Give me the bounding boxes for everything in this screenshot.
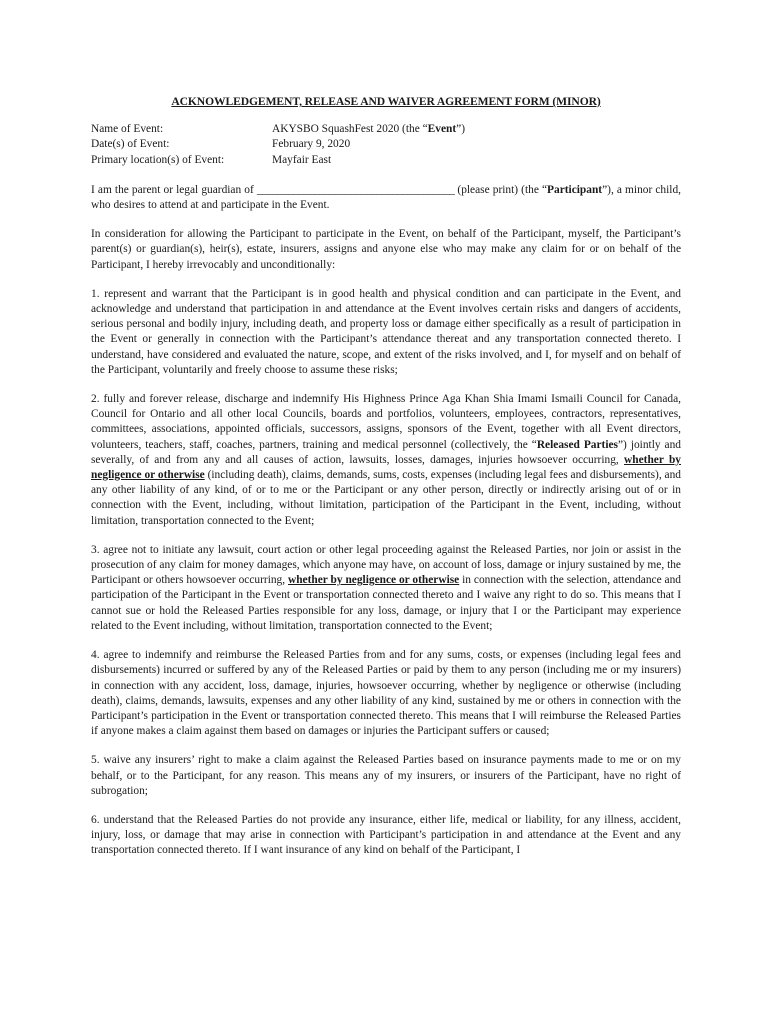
intro-paragraph [91, 183, 681, 213]
intro-text: (please print) (the “ [454, 183, 548, 196]
event-info-row [91, 122, 681, 137]
event-defined-term: Event [427, 123, 457, 136]
clause-3 [91, 543, 681, 634]
event-name-label: Name of Event: [91, 123, 164, 136]
document-page [91, 94, 681, 859]
clause-5: 5. waive any insurers’ right to make a claim against the Released Parties based on insurance payments made to me or on my behalf, or to the Participant, for any reason. This means any of my insurers, or insurers of the Participant, have no right of subrogation; [91, 754, 681, 797]
event-date-label: Date(s) of Event: [91, 138, 170, 151]
clause-text: 3. agree not to initiate any lawsuit, court action or other legal proceeding against the Released Parties, nor join or assist in the prosecution of any claim for money damages, which anyone may have, on account of loss, damage or injury sustained by me, the Participant or others howsoever occurring, [91, 543, 681, 587]
event-location-label: Primary location(s) of Event: [91, 153, 225, 166]
event-info-block [91, 122, 681, 168]
clause-text: 2. fully and forever release, discharge and indemnify His Highness Prince Aga Khan Shia Imami Ismaili Council for Canada, Council for Ontario and all other local Councils, boards and portfolios, volunteers, employees, contractors, representatives, committees, associations, appointed officials, successors, assigns, sponsors of the Event, together with all Event directors, volunteers, teachers, staff, coaches, partners, training and medical personnel (collectively, the “ [91, 393, 681, 451]
clause-2 [91, 392, 681, 529]
clause-text: in connection with the selection, attendance and participation of the Participant in the Event or transportation connected thereto and I waive any right to do so. This means that I cannot sue or hold the Released Parties responsible for any loss, damage, or injury that I or the Participant may experience related to the Event including, without limitation, transportation connected to the Event; [91, 574, 682, 632]
participant-defined-term: Participant [547, 183, 603, 196]
event-name-text: AKYSBO SquashFest 2020 (the “ [272, 123, 428, 136]
event-location-value: Mayfair East [272, 153, 332, 166]
clause-text: ”) jointly and severally, of and from any and all causes of action, lawsuits, losses, damages, injuries howsoever occurring, [91, 438, 681, 466]
negligence-emphasis: whether by negligence or otherwise [91, 453, 681, 482]
negligence-emphasis: whether by negligence or otherwise [288, 574, 460, 587]
participant-name-blank[interactable]: ______________________________________ [256, 183, 455, 196]
event-info-row [91, 153, 681, 168]
event-info-row [91, 137, 681, 152]
event-name-suffix: ”) [456, 123, 466, 136]
released-parties-defined-term: Released Parties [536, 438, 618, 451]
consideration-paragraph: In consideration for allowing the Participant to participate in the Event, on behalf of the Participant, myself, the Participant’s parent(s) or guardian(s), heir(s), estate, insurers, assigns and anyone else who may make any claim for or on behalf of the Participant, I hereby irrevocably and unconditionally: [91, 228, 681, 271]
clause-6: 6. understand that the Released Parties do not provide any insurance, either life, medical or liability, for any illness, accident, injury, loss, or damage that may arise in connection with Participant’s participation in and attendance at the Event and any transportation connected thereto. If I want insurance of any kind on behalf of the Participant, I [91, 813, 681, 857]
intro-text: ”), a minor child, who desires to attend at and participate in the Event. [91, 183, 681, 212]
clause-text: (including death), claims, demands, sums, costs, expenses (including legal fees and disbursements), and any other liability of any kind, of or to me or the Participant or any other person, directly or indirectly arising out of or in connection with the Event, including, without limitation, participation of the Participant in the Event, including, without limitation, transportation connected to the Event; [91, 469, 681, 527]
document-title: ACKNOWLEDGEMENT, RELEASE AND WAIVER AGREEMENT FORM (MINOR) [171, 95, 601, 108]
event-date-value: February 9, 2020 [272, 138, 351, 151]
clause-4: 4. agree to indemnify and reimburse the Released Parties from and for any sums, costs, or expenses (including legal fees and disbursements) incurred or suffered by any of the Released Parties or paid by them to any person (including me or my insurers) in connection with any accident, loss, damage, injuries, howsoever occurring, whether by negligence or otherwise (including death), claims, demands, lawsuits, expenses and any other liability of any kind, sustained by me or others in connection with the Participant’s participation in the Event or transportation connected thereto. This means that I will reimburse the Released Parties if anyone makes a claim against them based on damages or injuries the Participant suffers or caused; [91, 649, 681, 738]
intro-text: I am the parent or legal guardian of [91, 183, 257, 196]
event-name-value [272, 122, 681, 137]
clause-1: 1. represent and warrant that the Participant is in good health and physical condition and can participate in the Event, and acknowledge and understand that participation in and attendance at the Event involves certain risks and dangers of accidents, serious personal and bodily injury, including death, and property loss or damage either specifically as a result of participation in the Event or generally in connection with the Participant’s attendance thereat and any transportation connected thereto. I understand, have considered and evaluated the nature, scope, and extent of the risks involved, and I, for myself and on behalf of the Participant, voluntarily and freely choose to assume these risks; [91, 287, 681, 376]
